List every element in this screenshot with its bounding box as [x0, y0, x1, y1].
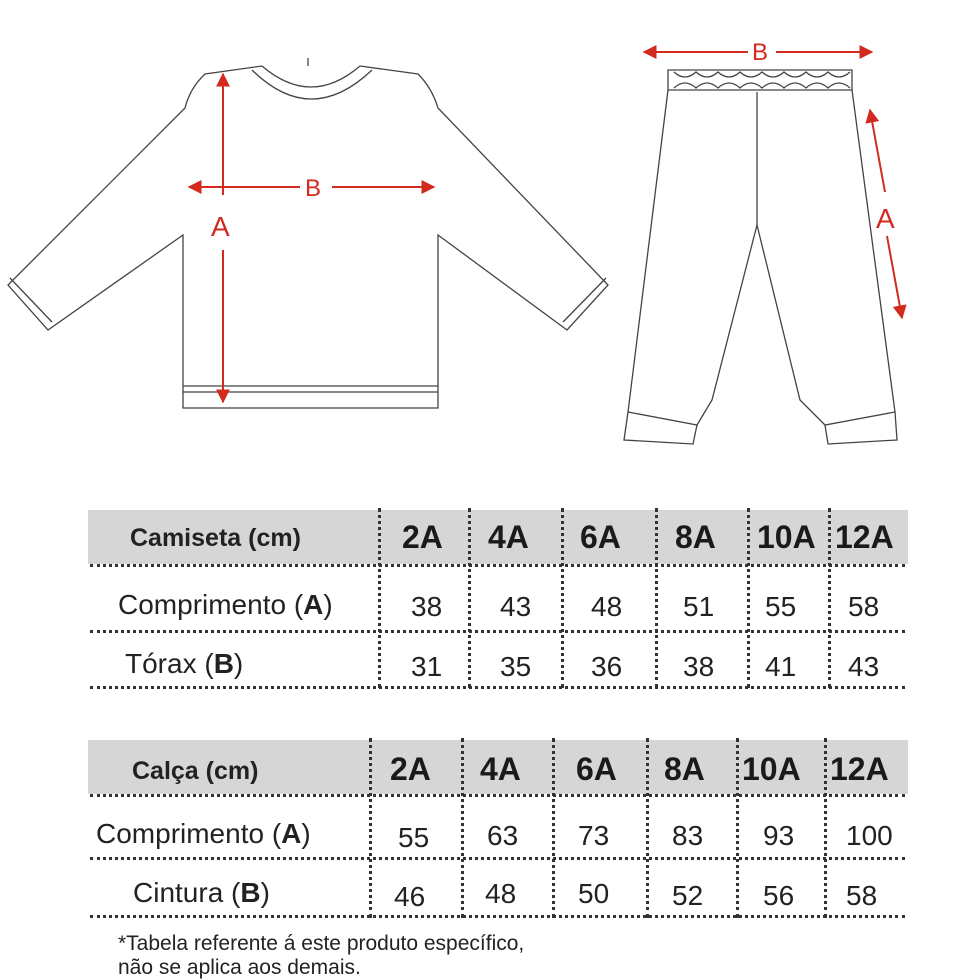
row-label-chest: Tórax (B): [125, 648, 244, 679]
table-cell: 46: [394, 881, 426, 912]
size-column-header: 4A: [480, 751, 521, 787]
garment-illustration: [0, 0, 958, 470]
size-column-header: 6A: [576, 751, 617, 787]
table-cell: 58: [846, 880, 878, 911]
pants-label-b: B: [752, 39, 769, 66]
size-column-header: 8A: [664, 751, 705, 787]
shirt-label-a: A: [211, 211, 230, 242]
table-cell: 48: [485, 878, 517, 909]
table-cell: 43: [500, 591, 532, 622]
row-divider: [90, 857, 905, 860]
table-header-title: Calça (cm): [132, 757, 259, 785]
row-divider: [90, 564, 905, 567]
shirt-label-b: B: [305, 175, 322, 202]
size-column-header: 12A: [835, 519, 894, 555]
table-cell: 36: [591, 651, 623, 682]
footnote-line-2: não se aplica aos demais.: [118, 956, 361, 979]
table-cell: 38: [411, 591, 443, 622]
table-cell: 38: [683, 651, 715, 682]
row-divider: [90, 686, 905, 689]
column-divider: [378, 508, 381, 688]
table-cell: 50: [578, 878, 610, 909]
table-cell: 41: [765, 651, 797, 682]
column-divider: [552, 738, 555, 918]
column-divider: [828, 508, 831, 688]
size-column-header: 10A: [742, 751, 801, 787]
row-divider: [90, 630, 905, 633]
table-cell: 35: [500, 651, 532, 682]
table-cell: 43: [848, 651, 880, 682]
table-cell: 55: [398, 822, 430, 853]
table-cell: 52: [672, 880, 704, 911]
size-column-header: 6A: [580, 519, 621, 555]
table-cell: 63: [487, 820, 519, 851]
table-cell: 51: [683, 591, 715, 622]
column-divider: [646, 738, 649, 918]
size-column-header: 4A: [488, 519, 529, 555]
column-divider: [561, 508, 564, 688]
row-label-length: Comprimento (A): [96, 818, 311, 849]
table-header-title: Camiseta (cm): [130, 524, 301, 552]
size-column-header: 2A: [402, 519, 443, 555]
pants-drawing: [624, 70, 897, 444]
size-column-header: 8A: [675, 519, 716, 555]
column-divider: [824, 738, 827, 918]
column-divider: [461, 738, 464, 918]
pants-label-a: A: [876, 203, 895, 234]
table-cell: 55: [765, 591, 797, 622]
row-divider: [90, 794, 905, 797]
row-divider: [90, 915, 905, 918]
column-divider: [369, 738, 372, 918]
column-divider: [655, 508, 658, 688]
table-cell: 73: [578, 820, 610, 851]
table-cell: 58: [848, 591, 880, 622]
table-cell: 56: [763, 880, 795, 911]
size-column-header: 2A: [390, 751, 431, 787]
row-label-waist: Cintura (B): [133, 877, 270, 908]
size-column-header: 12A: [830, 751, 889, 787]
table-cell: 100: [846, 820, 893, 851]
table-cell: 93: [763, 820, 795, 851]
table-cell: 48: [591, 591, 623, 622]
column-divider: [736, 738, 739, 918]
table-cell: 83: [672, 820, 704, 851]
column-divider: [747, 508, 750, 688]
row-label-length: Comprimento (A): [118, 589, 333, 620]
footnote-line-1: *Tabela referente á este produto específico,: [118, 932, 525, 955]
size-column-header: 10A: [757, 519, 816, 555]
shirt-drawing: [8, 58, 608, 408]
column-divider: [468, 508, 471, 688]
table-cell: 31: [411, 651, 443, 682]
